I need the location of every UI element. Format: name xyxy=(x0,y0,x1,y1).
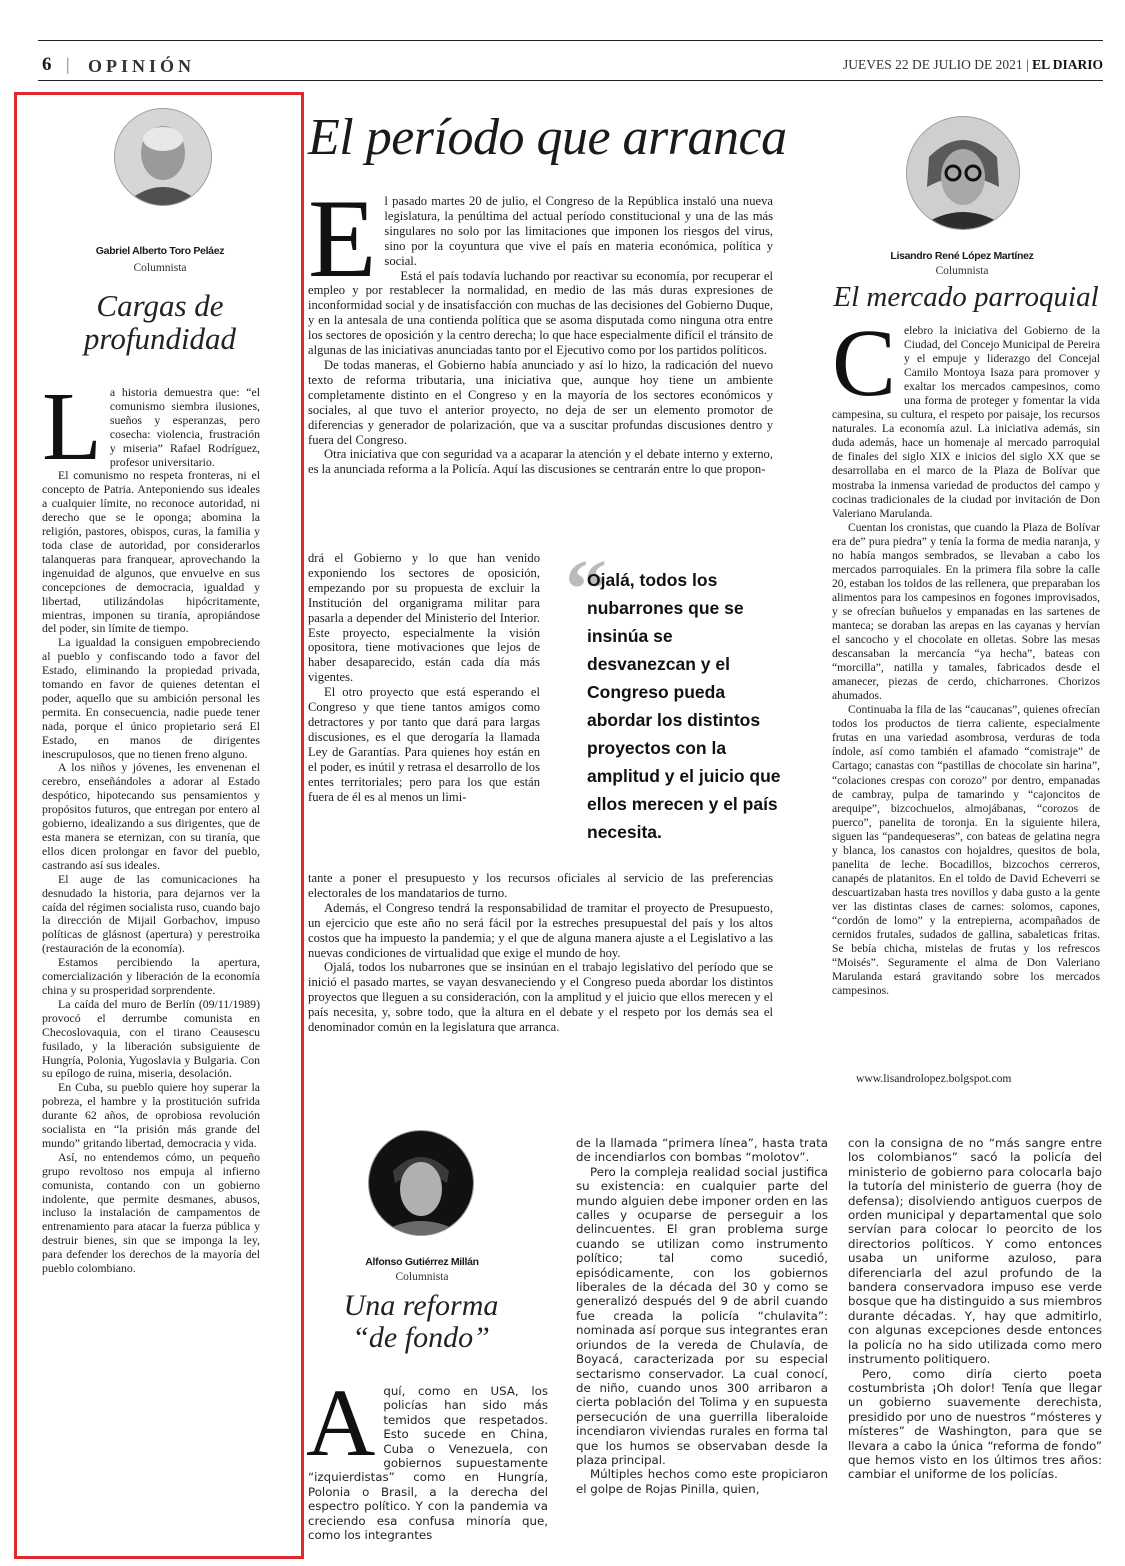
paragraph: El comunismo no respeta fronteras, ni el concepto de Patria. Anteponiendo sus ideales a cualquier límite, no reconoce autoridad, ni derecho que se le oponga; abomina la religión, pastores, obispos, curas, la familia y toda clase de autoridad, por considerarlos talanqueras para franquear, aprovechando la ingenuidad de algunos, que envuelve en sus concepciones de democracia, igualdad y libertad, utilizándolas hipócritamente, mientras, imponen su tiranía, apropiándose del poder, sin límite de tiempo. xyxy=(42,468,260,636)
author-role-gutierrez: Columnista xyxy=(395,1271,449,1283)
author-photo-toro xyxy=(114,108,212,206)
page-number: 6 xyxy=(42,54,52,75)
top-rule xyxy=(38,40,1103,41)
column-body-gutierrez-3 xyxy=(848,1136,1102,1482)
editorial-body-bottom xyxy=(308,871,773,1035)
paragraph: Otra iniciativa que con seguridad va a acaparar la atención y el debate interno y externo, es la anunciada reforma a la Policía. Aquí las discusiones se centrarán entre lo que propon- xyxy=(308,447,773,477)
paragraph: La igualdad la consiguen empobreciendo al pueblo y confiscando todo a favor del Estado, eliminando la propiedad privada, tomando en favor de quienes detentan el poder, aquello que su ambición personal les permita. En consecuencia, nadie puede tener nada, porque el único propietario será El Estado, en manos de dirigentes inescrupulosos, que no tienen freno alguno. xyxy=(42,635,260,761)
paragraph: Estamos percibiendo la apertura, comercialización y liberación de la economía china y su prosperidad sorprendente. xyxy=(42,955,260,997)
column-title-toro xyxy=(30,290,290,355)
column-title-lopez: El mercado parroquial xyxy=(833,281,1099,313)
portrait-icon xyxy=(907,117,1019,229)
column-title-gutierrez xyxy=(310,1290,532,1353)
paragraph: con la consigna de no “más sangre entre los colombianos” sacó la policía del ministerio de gobierno para colocarla bajo la tutoría del ministerio de guerra (hoy de defensa); disolviendo antiguos cuerpos de orden municipal y departamental que solo servían para colocar lo peorcito de los directorios políticos. Y como entonces usaba un uniforme azuloso, para diferenciarla del azul profundo de la bandera conservadora impuso ese verde bosque que ha distinguido a sus miembros durante décadas. Y, hay que admitirlo, con algunas excepciones desde entonces la policía no ha sido utilizada como mero instrumento politiquero. xyxy=(848,1136,1102,1367)
editorial-body-top xyxy=(308,177,773,477)
paragraph: Cuentan los cronistas, que cuando la Plaza de Bolívar era de” pura piedra” y tenía la forma de media naranja, y no había mangos sembrados, se llevaban a cabo los mercados parroquiales. En la primera fila sobre la calle 20, estaban los toldos de las rellenera, que preparaban los alimentos para los campesinos en fogones improvisados, y se ofrecían buñuelos y empanadas en las sartenes de manteca; se doraban las arepas en las cayanas y hervían el sancocho y el chocolate en olletas. Sobre las mesas descansaban la mercancía “ya hecha”, bateas con “morcilla”, natilla y tamales, fabricados desde el amanecer, piezas de cerdo, chicharrones. Chorizos ahumados. xyxy=(832,520,1100,703)
paragraph: l pasado martes 20 de julio, el Congreso de la República instaló una nueva legislatura, la penúltima del actual período constitucional y una de las más singulares no solo por las limitaciones que imponen los riesgos del virus, sino por la coyuntura que vive el país en materia económica, política y social. xyxy=(384,194,773,268)
portrait-icon xyxy=(115,109,211,205)
dropcap: L xyxy=(42,373,102,481)
paragraph: Continuaba la fila de las “caucanas”, quienes ofrecían todos los productos de tierra caliente, especialmente frutas en una variedad asombrosa, verduras de toda índole, así como también el afamado “comistraje” de Cartago; canastas con “pastillas de chocolate sin harina”, “colaciones crespas con corozo” por dentro, empanadas de cambray, pulpa de tamarindo y “cajoncitos de arequipe”, bizcochuelos, almojábanas, “corozos de puerco”, panelita de toronja. En la siguiente hilera, siguen las “pandequeseras”, con bateas de gelatina negra y blanca, los canastos con hojaldres, quesitos de bola, panelita de leche. Bocadillos, bizcochos cerreros, canapés de platanitos. En el toldo de David Echeverri se descuartizaban hasta tres novillos y daba gusto a la gente ver las distintas clases de carnes: solomos, capones, “cordón de lomo” y la entrepierna, acompañados de cernidos frutales, sudados de gallina, sabaleticas fritas. Se bebía chicha, mistelas de frutas y los refrescos “Moisés”. Seguramente el alma de Don Valeriano Marulanda estará gravitando sobre los mercados campesinos. xyxy=(832,703,1100,998)
header-rule xyxy=(38,80,1103,81)
portrait-icon xyxy=(369,1131,473,1235)
column-body-toro xyxy=(42,373,260,1276)
paragraph: a historia demuestra que: “el comunismo siembra ilusiones, sueños y esperanzas, pero cosecha: violencia, frustración y miseria” Rafael Rodríguez, profesor universitario. xyxy=(109,385,260,469)
author-role-toro: Columnista xyxy=(133,262,187,274)
author-name-toro: Gabriel Alberto Toro Peláez xyxy=(95,245,225,257)
section-name: OPINIÓN xyxy=(88,56,196,76)
paragraph: Pero, como diría cierto poeta costumbrista ¡Oh dolor! Tenía que llegar un gobierno suavemente derechista, presidido por uno de nuestros “mósteres y místeres” de Washington, para que se llevara a cabo la única “reforma de fondo” que hemos visto en los últimos tres años: cambiar el uniforme de los policías. xyxy=(848,1366,1102,1482)
paragraph: El auge de las comunicaciones ha desnudado la historia, para dejarnos ver la caída del régimen socialista ruso, cuando bajo la dirección de Mijail Gorbachov, impuso políticas de glásnost (apertura) y perestroika (restauración de la economía). xyxy=(42,871,260,956)
paragraph: elebro la iniciativa del Gobierno de la Ciudad, del Concejo Municipal de Pereira y el empuje y liderazgo del Concejal Camilo Montoya Isaza para promover y exaltar los mercados campesinos, como una forma de proteger y fomentar la vida campesina, su cultura, el respeto por paisaje, los recursos naturales. La economía azul. La iniciativa además, sin duda además, hace un homenaje al mercado parroquial de finales del siglo XIX e inicios del siglo XX que se desarrollaba en el marco de la Plaza de Bolívar que mostraba la inmensa variedad de productos del campo y cocinas tradicionales de la ciudad por invitación de Don Valeriano Marulanda. xyxy=(832,324,1100,520)
paragraph: drá el Gobierno y lo que han venido exponiendo los sectores de oposición, empezando por su propuesta de excluir la Institución del organigrama militar para pasarla a depender del Ministerio del Interior. Este proyecto, especialmente la visión opositora, tiene motivaciones que lejos de haber desaparecido, están cada día más vigentes. xyxy=(308,551,540,685)
dropcap: A xyxy=(306,1369,376,1476)
column-title-line: Cargas de xyxy=(96,288,224,323)
paragraph: Está el país todavía luchando por reactivar su economía, por recuperar el empleo y por restablecer la normalidad, en medio de las más duras expresiones de inconformidad social y de insatisfacción con muchas de las decisiones del Gobierno Duque, y en la antesala de una contienda política que se asoma disputada como ninguna otra entre los sectores de oposición y la centro derecha; lo que hace especialmente difícil el tránsito de algunas de las iniciativas anunciadas tanto por el Ejecutivo como por los partidos políticos. xyxy=(308,268,773,358)
editorial-body-narrow xyxy=(308,551,540,804)
column-body-gutierrez-1 xyxy=(306,1369,548,1543)
author-name-lopez: Lisandro René López Martínez xyxy=(890,250,1034,262)
column-title-line: profundidad xyxy=(83,320,237,356)
editorial-title: El período que arranca xyxy=(308,109,787,166)
paragraph: El otro proyecto que está esperando el Congreso y que tiene tantos amigos como detractores y por tanto que dará para largas discusiones, es el que derogaría la llamada Ley de Garantías. Para quienes hoy están en el poder, es inútil y retrasa el desarrollo de los entes territoriales; pero para los que están fuera de él es al menos un limi- xyxy=(308,685,540,804)
author-role-lopez: Columnista xyxy=(935,265,989,277)
paragraph: tante a poner el presupuesto y los recursos oficiales al servicio de las preferencias electorales de los mandatarios de turno. xyxy=(308,871,773,900)
paragraph: Ojalá, todos los nubarrones que se insinúan en el trabajo legislativo del período que se inició el pasado martes, se vayan desvaneciendo y el Congreso pueda abordar los distintos proyectos que lleguen a su consideración, con la amplitud y el juicio que ellos merecen y el país necesita, y, sobre todo, que la altura en el debate y el respeto por los demás sea el denominador común en la legislatura que arranca. xyxy=(308,960,773,1035)
quote-mark-icon: “ xyxy=(565,543,607,636)
paragraph: Pero la compleja realidad social justifica su existencia: en cualquier parte del mundo alguien debe imponer orden en las calles y ocuparse de perseguir a los delincuentes. El gran problema surge cuando se utilizan como instrumento político; tal como sucedió, episódicamente, con los gobiernos liberales de la década del 30 y como se generalizó después del 9 de abril cuando fue creada la policía “chulavita”: nominada así porque sus integrantes eran oriundos de la vereda de Chulavía, de Boyacá, caracterizada por su especial sectarismo conservador. La cual conocí, de niño, cuando unos 300 arribaron a cierta población del Tolima y en supuesta persecución de una guerrilla liberaloide incendiaron viviendas rurales en forma tal que los humos se observaban desde la plaza principal. xyxy=(576,1164,828,1467)
paragraph: La caída del muro de Berlín (09/11/1989) provocó el derrumbe comunista en Checoslovaquia, con el tirano Ceausescu fusilado, y la liberación subsiguiente de Hungría, Polonia, Yugoslavia y Bulgaria. Con su epílogo de ruina, miseria, desolación. xyxy=(42,996,260,1081)
date-line xyxy=(843,57,1103,73)
paragraph: Además, el Congreso tendrá la responsabilidad de tramitar el proyecto de Presupuesto, un ejercicio que este año no será fácil por la estreches presupuestal del país y los altos costos que ha impuesto la pandemia; y el que de alguna manera ajuste a el Legislativo a las nuevas condiciones de virtualidad que exige el mundo de hoy. xyxy=(308,900,773,960)
dropcap: E xyxy=(308,177,377,301)
column-body-lopez xyxy=(832,309,1100,998)
paragraph: de la llamada “primera línea”, hasta trata de incendiarlos con bombas “molotov”. xyxy=(576,1136,828,1165)
paragraph: quí, como en USA, los policías han sido más temidos que respetados. Esto sucede en China, Cuba o Venezuela, con gobiernos supuestamente “izquierdistas” como en Hungría, Polonia o Brasil, a la derecha del espectro político. Y con la pandemia va creciendo esa confusa minoría que, como los integrantes xyxy=(308,1384,548,1543)
author-name-gutierrez: Alfonso Gutiérrez Millán xyxy=(365,1256,479,1268)
dropcap: C xyxy=(832,309,897,416)
paragraph: De todas maneras, el Gobierno había anunciado y así lo hizo, la radicación del nuevo texto de reforma tributaria, una iniciativa que, aunque hoy tiene un ambiente completamente distinto en el Congreso y en la mayoría de los sectores económicos y sociales, al que tuvo el anterior proyecto, no deja de ser un elemento promotor de diferencias y generador de polarización, que va a suscitar profundas discusiones dentro y fuera del Congreso. xyxy=(308,357,773,447)
column-body-gutierrez-2 xyxy=(576,1136,828,1496)
column-title-line: “de fondo” xyxy=(352,1320,490,1354)
author-photo-lopez xyxy=(906,116,1020,230)
column-title-line: Una reforma xyxy=(343,1289,499,1322)
issue-date: JUEVES 22 DE JULIO DE 2021 xyxy=(843,57,1023,72)
paragraph: Múltiples hechos como este propiciaron el golpe de Rojas Pinilla, quien, xyxy=(576,1467,828,1496)
pull-quote-text: Ojalá, todos los nubarrones que se insinúa se desvanezcan y el Congreso pueda abordar los distintos proyectos con la amplitud y el juicio que ellos merecen y el país necesita. xyxy=(587,570,781,842)
header-separator: | xyxy=(66,54,70,74)
author-photo-gutierrez xyxy=(368,1130,474,1236)
paragraph: En Cuba, su pueblo quiere hoy superar la pobreza, el hambre y la prostitución sufrida durante 62 años, de oprobiosa revolución socialista en “la prisión más grande del mundo” gritando libertad, democracia y vida. xyxy=(42,1080,260,1150)
paragraph: Así, no entendemos cómo, un pequeño grupo revoltoso nos empuja al infierno comunista, contando con un gobierno indolente, que permite desmanes, abusos, incluso la instalación de campamentos de entrenamiento para atacar la fuerza pública y destruir bienes, sin que se imponga la ley, para defender los derechos de la mayoría del pueblo colombiano. xyxy=(42,1149,260,1276)
paragraph: A los niños y jóvenes, les envenenan el cerebro, enseñándoles a adorar al Estado despótico, hipotecando sus pensamientos y propósitos futuros, que entregan por entero al gobierno, idealizando a sus dirigentes, que de esta manera se eternizan, con su tiranía, que ellos dicen prolongar en favor del pueblo, castrando así sus ideales. xyxy=(42,760,260,872)
newspaper-name: EL DIARIO xyxy=(1032,57,1103,72)
date-separator: | xyxy=(1022,57,1033,72)
author-website: www.lisandrolopez.bolgspot.com xyxy=(856,1072,1012,1085)
